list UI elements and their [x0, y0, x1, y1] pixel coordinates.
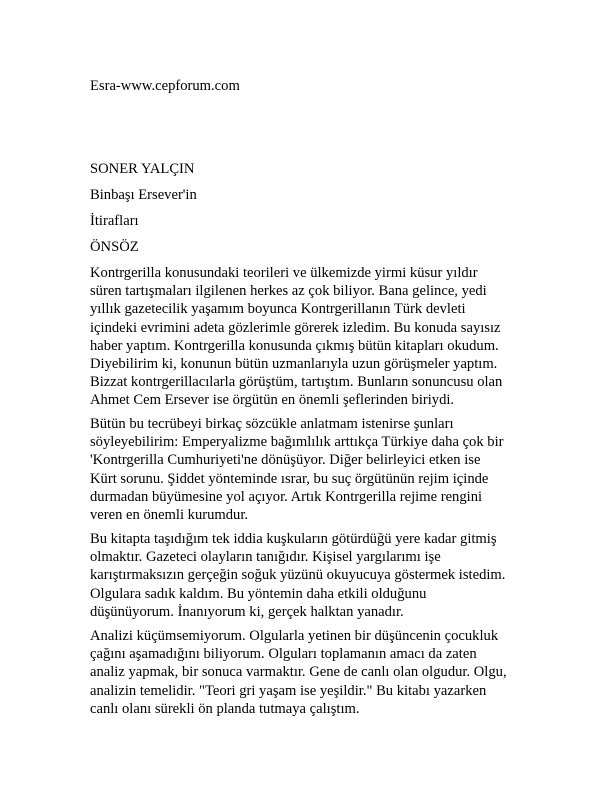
paragraph-line: çağını aşamadığını biliyorum. Olguları toplamanın amacı da zaten: [90, 646, 477, 663]
paragraph-line: analiz yapmak, bir sonuca varmaktır. Gene de canlı olan olgudur. Olgu,: [90, 664, 507, 681]
paragraph-line: durmadan büyümesine yol açıyor. Artık Kontrgerilla rejime rengini: [90, 488, 483, 505]
paragraph-line: söyleyebilirim: Emperyalizme bağımlılık arttıkça Türkiye daha çok bir: [90, 434, 504, 451]
section-heading: ÖNSÖZ: [90, 239, 139, 255]
paragraph-line: Bizzat kontrgerillacılarla görüştüm, tartıştım. Bunların sonuncusu olan: [90, 374, 503, 391]
paragraph-3: [90, 530, 530, 621]
paragraph-line: Bu kitapta taşıdığım tek iddia kuşkuların götürdüğü yere kadar gitmiş: [90, 531, 497, 547]
paragraph-line: Bütün bu tecrübeyi birkaç sözcükle anlatmam istenirse şunları: [90, 416, 454, 432]
paragraph-2: [90, 415, 530, 524]
paragraph-line: analizin temelidir. "Teori gri yaşam ise yeşildir." Bu kitabı yazarken: [90, 682, 487, 699]
paragraph-1: [90, 264, 530, 410]
paragraph-4: [90, 627, 530, 718]
paragraph-line: olmaktır. Gazeteci olayların tanığıdır. Kişisel yargılarımı işe: [90, 549, 441, 566]
paragraph-line: karıştırmaksızın gerçeğin soğuk yüzünü okuyucuya göstermek istedim.: [90, 567, 506, 584]
paragraph-line: Kontrgerilla konusundaki teorileri ve ülkemizde yirmi küsur yıldır: [90, 265, 478, 281]
paragraph-line: veren en önemli kurumdur.: [90, 507, 249, 524]
book-title-line-1: Binbaşı Ersever'in: [90, 187, 197, 203]
paragraph-line: yıllık gazetecilik yaşamım boyunca Kontrgerillanın Türk devleti: [90, 301, 466, 318]
paragraph-line: Diyebilirim ki, konunun bütün uzmanlarıyla uzun görüşmeler yaptım.: [90, 356, 498, 373]
paragraph-line: 'Kontrgerilla Cumhuriyeti'ne dönüşüyor. Diğer belirleyici etken ise: [90, 452, 481, 469]
paragraph-line: düşünüyorum. İnanıyorum ki, gerçek halktan yanadır.: [90, 603, 404, 620]
paragraph-line: haber yaptım. Kontrgerilla konusunda çıkmış bütün kitapları okudum.: [90, 337, 499, 354]
author-name: SONER YALÇIN: [90, 161, 195, 177]
paragraph-line: Olgulara sadık kaldım. Bu yöntemin daha etkili olduğunu: [90, 585, 427, 602]
paragraph-line: canlı olanı sürekli ön planda tutmaya çalıştım.: [90, 700, 360, 717]
book-title-line-2: İtirafları: [90, 213, 139, 229]
paragraph-line: süren tartışmaları ilgilenen herkes az çok biliyor. Bana gelince, yedi: [90, 283, 487, 300]
paragraph-line: Kürt sorunu. Şiddet yönteminde ısrar, bu suç örgütünün rejim içinde: [90, 470, 489, 487]
paragraph-line: içindeki evrimini adeta gözlerimle görerek izledim. Bu konuda sayısız: [90, 319, 501, 336]
paragraph-line: Ahmet Cem Ersever ise örgütün en önemli şeflerinden biriydi.: [90, 392, 455, 409]
paragraph-line: Analizi küçümsemiyorum. Olgularla yetinen bir düşüncenin çocukluk: [90, 628, 499, 644]
source-line: Esra-www.cepforum.com: [90, 78, 240, 94]
